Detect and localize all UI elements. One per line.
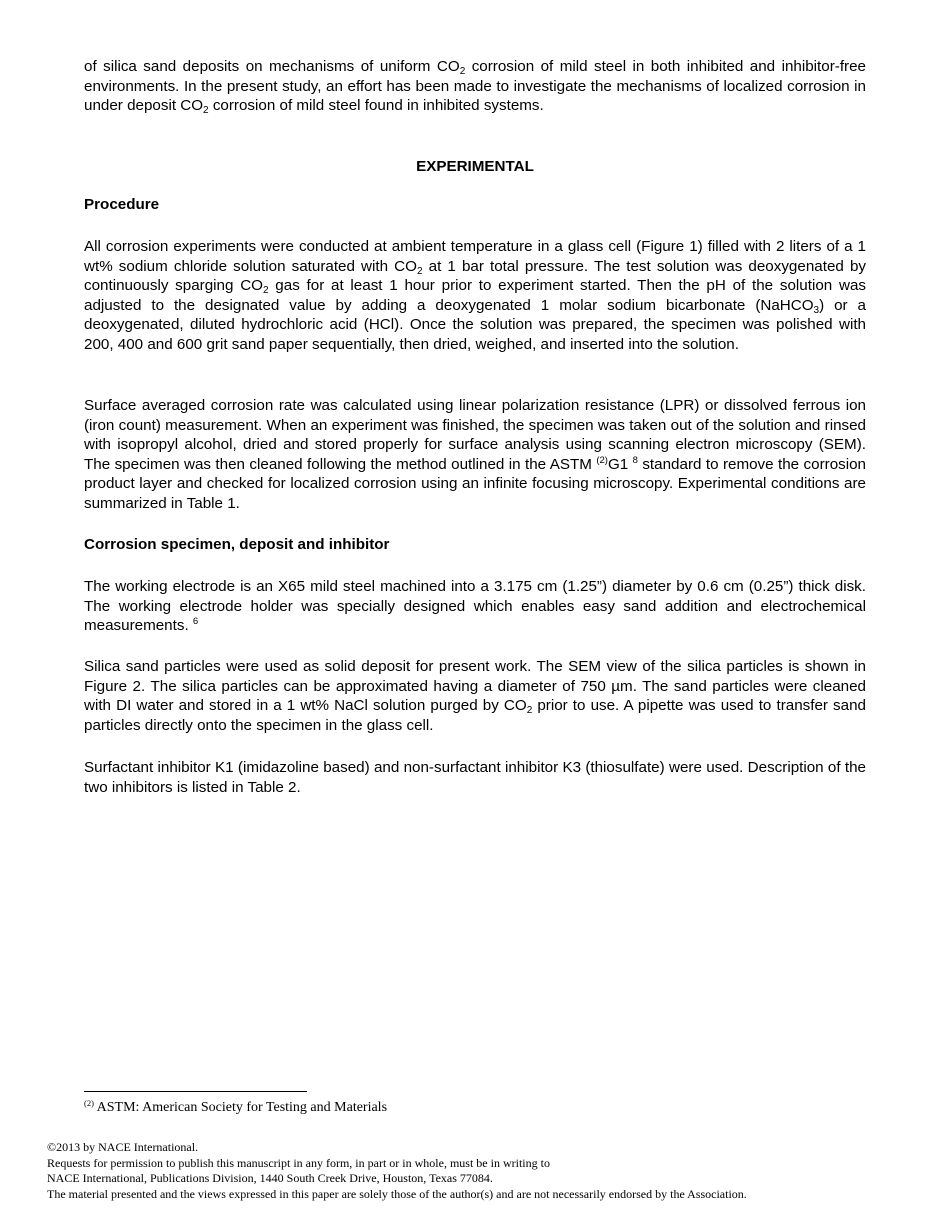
permission-line: Requests for permission to publish this manuscript in any form, in part or in whole, must be in writing to: [47, 1155, 550, 1170]
text-run: of silica sand deposits on mechanisms of uniform CO: [84, 58, 460, 75]
text-run: prior to use. A pipette was used to transfer sand particles directly onto the specimen in the glass cell.: [84, 697, 866, 734]
subscript: 2: [526, 705, 533, 717]
footnote-divider: [84, 1091, 307, 1092]
subscript: 2: [262, 285, 269, 297]
citation-marker: 8: [632, 454, 638, 466]
text-run: gas for at least 1 hour prior to experiment started. Then the pH of the solution was adjusted to the designated value by adding a deoxygenated 1 molar sodium bicarbonate (NaHCO: [84, 277, 866, 314]
address-line: NACE International, Publications Division, 1440 South Creek Drive, Houston, Texas 77084.: [47, 1171, 493, 1185]
text-run: The working electrode is an X65 mild steel machined into a 3.175 cm (1.25”) diameter by 0.6 cm (0.25”) thick disk. The working electrode holder was specially designed which enables easy sand addition and electrochemical measurements.: [84, 578, 866, 635]
section-heading-experimental: EXPERIMENTAL: [416, 158, 534, 175]
subscript: 2: [459, 66, 466, 77]
footnote-marker: (2): [596, 454, 608, 466]
subscript: 2: [203, 105, 209, 117]
text-run: G1: [607, 455, 633, 473]
intro-paragraph: [84, 57, 866, 116]
procedure-paragraph-2: [84, 396, 866, 514]
subsection-heading-specimen: Corrosion specimen, deposit and inhibitor: [84, 536, 390, 553]
footnote-text: ASTM: American Society for Testing and Materials: [93, 1100, 388, 1115]
text-run: standard to remove the corrosion product layer and checked for localized corrosion using an infinite focusing microscopy. Experimental conditions are summarized in Table 1.: [84, 455, 866, 512]
footnote: [84, 1100, 387, 1116]
text-run: corrosion of mild steel found in inhibited systems.: [208, 97, 544, 115]
copyright-block: [47, 1140, 927, 1202]
text-run: ) or a deoxygenated, diluted hydrochloric acid (HCl). Once the solution was prepared, the specimen was polished with 200, 400 and 600 grit sand paper sequentially, then dried, weighed, and inserted into the solution.: [84, 296, 866, 353]
text-run: Silica sand particles were used as solid deposit for present work. The SEM view of the silica particles is shown in Figure 2. The silica particles can be approximated having a diameter of 750 µm. The sand particles were cleaned with DI water and stored in a 1 wt% NaCl solution purged by CO: [84, 658, 866, 715]
text-run: corrosion of mild steel in both inhibited and inhibitor-free environments. In the present study, an effort has been made to investigate the mechanisms of localized corrosion in under deposit CO: [84, 58, 866, 115]
subsection-heading-procedure: Procedure: [84, 196, 160, 213]
specimen-paragraph-3: Surfactant inhibitor K1 (imidazoline based) and non-surfactant inhibitor K3 (thiosulfate) were used. Description of the two inhibitors is listed in Table 2.: [84, 759, 866, 796]
subscript: 2: [416, 265, 423, 277]
copyright-line: ©2013 by NACE International.: [47, 1140, 199, 1154]
citation-marker: 6: [192, 616, 199, 628]
subscript: 3: [813, 304, 820, 316]
footnote-marker: (2): [84, 1098, 94, 1108]
text-run: All corrosion experiments were conducted at ambient temperature in a glass cell (Figure 1) filled with 2 liters of a 1 wt% sodium chloride solution saturated with CO: [84, 238, 866, 275]
text-run: at 1 bar total pressure. The test solution was deoxygenated by continuously sparging CO: [84, 257, 866, 295]
text-run: Surface averaged corrosion rate was calculated using linear polarization resistance (LPR) or dissolved ferrous ion (iron count) measurement. When an experiment was finished, the specimen was taken out of the solution and rinsed with isopropyl alcohol, dried and stored properly for surface analysis using scanning electron microscopy (SEM). The specimen was then cleaned following the method outlined in the ASTM: [84, 397, 866, 473]
procedure-paragraph-1: [84, 237, 866, 355]
specimen-paragraph-2: [84, 657, 866, 735]
disclaimer-line: The material presented and the views expressed in this paper are solely those of the author(s) and are not necessarily endorsed by the Association.: [47, 1186, 747, 1201]
specimen-paragraph-1: [84, 577, 866, 636]
